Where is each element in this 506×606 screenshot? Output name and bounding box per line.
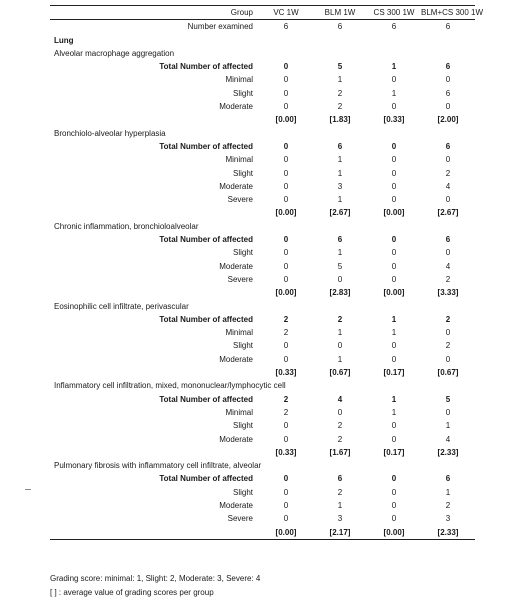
row-label: Total Number of affected <box>159 141 253 151</box>
grade-row <box>50 100 475 113</box>
grade-row <box>50 246 475 259</box>
average-row-spacer <box>50 286 259 299</box>
grade-row <box>50 486 475 499</box>
cell-value: 0 <box>283 75 289 85</box>
cell-value: 0 <box>445 195 451 205</box>
cell-value: 0 <box>391 354 397 364</box>
row-label: Minimal <box>225 155 253 165</box>
cell-value: 3 <box>445 514 451 524</box>
average-score: [0.00] <box>275 115 297 125</box>
average-score: [1.67] <box>329 447 351 457</box>
cell-value: 0 <box>391 181 397 191</box>
average-score-row <box>50 113 475 126</box>
row-label: Total Number of affected <box>159 394 253 404</box>
number-examined-value: 6 <box>445 22 451 32</box>
cell-value: 0 <box>445 354 451 364</box>
cell-value: 1 <box>391 407 397 417</box>
finding-title: Eosinophilic cell infiltrate, perivascular <box>54 301 189 311</box>
grade-row <box>50 260 475 273</box>
cell-value: 0 <box>283 261 289 271</box>
grade-row <box>50 273 475 286</box>
cell-value: 0 <box>445 328 451 338</box>
average-score: [0.00] <box>259 526 313 540</box>
average-row-spacer <box>50 206 259 219</box>
cell-value: 6 <box>445 235 451 245</box>
cell-value: 1 <box>391 328 397 338</box>
cell-value: 0 <box>391 235 397 245</box>
cell-value: 0 <box>391 487 397 497</box>
row-label: Total Number of affected <box>159 474 253 484</box>
row-label: Moderate <box>219 354 253 364</box>
average-score-row <box>50 286 475 299</box>
cell-value: 0 <box>283 181 289 191</box>
row-label: Moderate <box>219 102 253 112</box>
cell-value: 1 <box>337 195 343 205</box>
row-label: Moderate <box>219 434 253 444</box>
grade-row <box>50 433 475 446</box>
organ-label: Lung <box>54 35 74 45</box>
cell-value: 0 <box>391 341 397 351</box>
histopathology-table-container <box>50 5 484 540</box>
cell-value: 6 <box>337 235 343 245</box>
average-score: [2.00] <box>437 115 459 125</box>
grade-row <box>50 167 475 180</box>
header-row <box>50 6 475 20</box>
cell-value: 1 <box>445 421 451 431</box>
cell-value: 0 <box>283 274 289 284</box>
cell-value: 2 <box>445 500 451 510</box>
average-score: [0.67] <box>437 368 459 378</box>
number-examined-value: 6 <box>391 22 397 32</box>
cell-value: 0 <box>283 434 289 444</box>
grade-row <box>50 419 475 432</box>
average-score: [0.33] <box>383 115 405 125</box>
number-examined-row <box>50 20 475 34</box>
average-score: [2.83] <box>329 288 351 298</box>
cell-value: 4 <box>445 434 451 444</box>
row-label: Moderate <box>219 500 253 510</box>
cell-value: 0 <box>283 500 289 510</box>
cell-value: 0 <box>445 407 451 417</box>
table-body <box>50 6 484 540</box>
number-examined-value: 6 <box>337 22 343 32</box>
average-score-row <box>50 366 475 379</box>
average-row-spacer <box>50 366 259 379</box>
cell-value: 1 <box>391 394 397 404</box>
cell-value: 0 <box>391 421 397 431</box>
cell-value: 0 <box>391 195 397 205</box>
total-affected-row <box>50 233 475 246</box>
cell-value: 5 <box>337 62 343 72</box>
grading-score-note: Grading score: minimal: 1, Slight: 2, Moderate: 3, Severe: 4 <box>50 574 261 583</box>
cell-value: 0 <box>445 155 451 165</box>
average-score: [0.00] <box>383 208 405 218</box>
row-label: Slight <box>232 487 253 497</box>
row-label: Total Number of affected <box>159 314 253 324</box>
cell-value: 6 <box>337 474 343 484</box>
average-score: [2.67] <box>329 208 351 218</box>
cell-value: 0 <box>283 168 289 178</box>
row-label: Slight <box>232 88 253 98</box>
grade-row <box>50 406 475 419</box>
finding-title: Bronchiolo-alveolar hyperplasia <box>54 128 166 138</box>
group-header: Group <box>50 6 259 20</box>
row-label: Severe <box>227 514 253 524</box>
cell-value: 0 <box>283 155 289 165</box>
finding-title-row <box>50 459 475 472</box>
cell-value: 1 <box>337 500 343 510</box>
cell-value: 2 <box>445 341 451 351</box>
organ-row <box>50 34 475 47</box>
cell-value: 2 <box>337 102 343 112</box>
cell-value: 0 <box>283 62 289 72</box>
average-score: [0.00] <box>275 288 297 298</box>
total-affected-row <box>50 393 475 406</box>
cell-value: 2 <box>283 407 289 417</box>
cell-value: 2 <box>283 394 289 404</box>
finding-title: Chronic inflammation, bronchioloalveolar <box>54 221 199 231</box>
grade-row <box>50 87 475 100</box>
grade-row <box>50 153 475 166</box>
average-score: [2.17] <box>313 526 367 540</box>
cell-value: 0 <box>283 354 289 364</box>
cell-value: 2 <box>283 314 289 324</box>
cell-value: 3 <box>337 181 343 191</box>
average-score: [0.17] <box>383 368 405 378</box>
average-row-spacer <box>50 526 259 540</box>
row-label: Total Number of affected <box>159 62 253 72</box>
cell-value: 2 <box>337 434 343 444</box>
histopathology-table <box>50 5 484 540</box>
cell-value: 2 <box>337 88 343 98</box>
column-header-cs-300-1w: CS 300 1W <box>367 6 421 20</box>
cell-value: 1 <box>337 354 343 364</box>
cell-value: 0 <box>391 75 397 85</box>
cell-value: 0 <box>391 102 397 112</box>
cell-value: 0 <box>391 168 397 178</box>
cell-value: 6 <box>337 141 343 151</box>
cell-value: 0 <box>283 195 289 205</box>
average-score: [0.00] <box>383 288 405 298</box>
cell-value: 5 <box>337 261 343 271</box>
row-label: Minimal <box>225 328 253 338</box>
column-header-vc-1w: VC 1W <box>259 6 313 20</box>
row-label: Moderate <box>219 181 253 191</box>
row-label: Total Number of affected <box>159 235 253 245</box>
total-affected-row <box>50 140 475 153</box>
number-examined-value: 6 <box>283 22 289 32</box>
cell-value: 2 <box>445 168 451 178</box>
cell-value: 1 <box>337 248 343 258</box>
grade-row <box>50 353 475 366</box>
average-score: [0.33] <box>275 447 297 457</box>
cell-value: 0 <box>445 248 451 258</box>
cell-value: 4 <box>445 181 451 191</box>
finding-title: Pulmonary fibrosis with inflammatory cell infiltrate, alveolar <box>54 461 262 471</box>
cell-value: 1 <box>337 155 343 165</box>
column-header-blm-1w: BLM 1W <box>313 6 367 20</box>
row-label: Slight <box>232 421 253 431</box>
cell-value: 0 <box>391 261 397 271</box>
cell-value: 2 <box>283 328 289 338</box>
cell-value: 0 <box>283 487 289 497</box>
finding-title-row <box>50 300 475 313</box>
cell-value: 0 <box>391 274 397 284</box>
row-label: Moderate <box>219 261 253 271</box>
cell-value: 3 <box>337 514 343 524</box>
average-value-note: [ ] : average value of grading scores per group <box>50 588 214 597</box>
column-header-blm-cs-300-1w: BLM+CS 300 1W <box>421 6 475 20</box>
average-score-row <box>50 526 475 540</box>
row-label: Slight <box>232 341 253 351</box>
finding-title-row <box>50 47 475 60</box>
cell-value: 0 <box>283 248 289 258</box>
cell-value: 2 <box>337 314 343 324</box>
finding-title-row <box>50 220 475 233</box>
cell-value: 0 <box>283 235 289 245</box>
cell-value: 5 <box>445 394 451 404</box>
cell-value: 0 <box>391 500 397 510</box>
cell-value: 0 <box>283 88 289 98</box>
cell-value: 6 <box>445 62 451 72</box>
average-row-spacer <box>50 113 259 126</box>
cell-value: 1 <box>337 168 343 178</box>
cell-value: 0 <box>337 274 343 284</box>
cell-value: 1 <box>391 88 397 98</box>
average-score: [2.67] <box>437 208 459 218</box>
cell-value: 6 <box>445 141 451 151</box>
finding-title: Alveolar macrophage aggregation <box>54 48 175 58</box>
average-row-spacer <box>50 446 259 459</box>
cell-value: 0 <box>283 474 289 484</box>
grade-row <box>50 512 475 525</box>
cell-value: 0 <box>391 474 397 484</box>
finding-title-row <box>50 379 475 392</box>
cell-value: 0 <box>391 434 397 444</box>
cell-value: 0 <box>283 102 289 112</box>
row-label: Minimal <box>225 407 253 417</box>
grade-row <box>50 73 475 86</box>
cell-value: 6 <box>445 88 451 98</box>
cell-value: 0 <box>391 141 397 151</box>
row-label: Severe <box>227 195 253 205</box>
cell-value: 0 <box>391 155 397 165</box>
average-score: [1.83] <box>329 115 351 125</box>
cell-value: 0 <box>391 248 397 258</box>
cell-value: 0 <box>337 341 343 351</box>
average-score: [3.33] <box>437 288 459 298</box>
average-score-row <box>50 446 475 459</box>
row-label: Slight <box>232 248 253 258</box>
table-footnotes <box>50 572 260 600</box>
cell-value: 0 <box>283 514 289 524</box>
grade-row <box>50 180 475 193</box>
average-score: [0.67] <box>329 368 351 378</box>
cell-value: 2 <box>445 314 451 324</box>
row-label: Minimal <box>225 75 253 85</box>
grade-row <box>50 326 475 339</box>
average-score-row <box>50 206 475 219</box>
row-label: Slight <box>232 168 253 178</box>
cell-value: 2 <box>337 421 343 431</box>
cell-value: 0 <box>445 75 451 85</box>
average-score: [2.33] <box>437 447 459 457</box>
cell-value: 6 <box>445 474 451 484</box>
cell-value: 2 <box>337 487 343 497</box>
average-score: [0.33] <box>275 368 297 378</box>
total-affected-row <box>50 472 475 485</box>
cell-value: 1 <box>337 75 343 85</box>
cell-value: 1 <box>391 62 397 72</box>
grade-row <box>50 339 475 352</box>
cell-value: 0 <box>283 421 289 431</box>
total-affected-row <box>50 60 475 73</box>
cell-value: 0 <box>391 514 397 524</box>
cell-value: 2 <box>445 274 451 284</box>
average-score: [0.00] <box>275 208 297 218</box>
grade-row <box>50 499 475 512</box>
number-examined-label: Number examined <box>187 22 253 32</box>
cell-value: 0 <box>283 341 289 351</box>
total-affected-row <box>50 313 475 326</box>
average-score: [0.00] <box>367 526 421 540</box>
cell-value: 4 <box>337 394 343 404</box>
finding-title-row <box>50 127 475 140</box>
cell-value: 0 <box>445 102 451 112</box>
cell-value: 4 <box>445 261 451 271</box>
cell-value: 0 <box>337 407 343 417</box>
cell-value: 1 <box>445 487 451 497</box>
margin-dash <box>25 489 31 490</box>
cell-value: 0 <box>283 141 289 151</box>
grade-row <box>50 193 475 206</box>
cell-value: 1 <box>337 328 343 338</box>
finding-title: Inflammatory cell infiltration, mixed, mononuclear/lymphocytic cell <box>54 381 286 391</box>
average-score: [0.17] <box>383 447 405 457</box>
cell-value: 1 <box>391 314 397 324</box>
row-label: Severe <box>227 274 253 284</box>
average-score: [2.33] <box>421 526 475 540</box>
